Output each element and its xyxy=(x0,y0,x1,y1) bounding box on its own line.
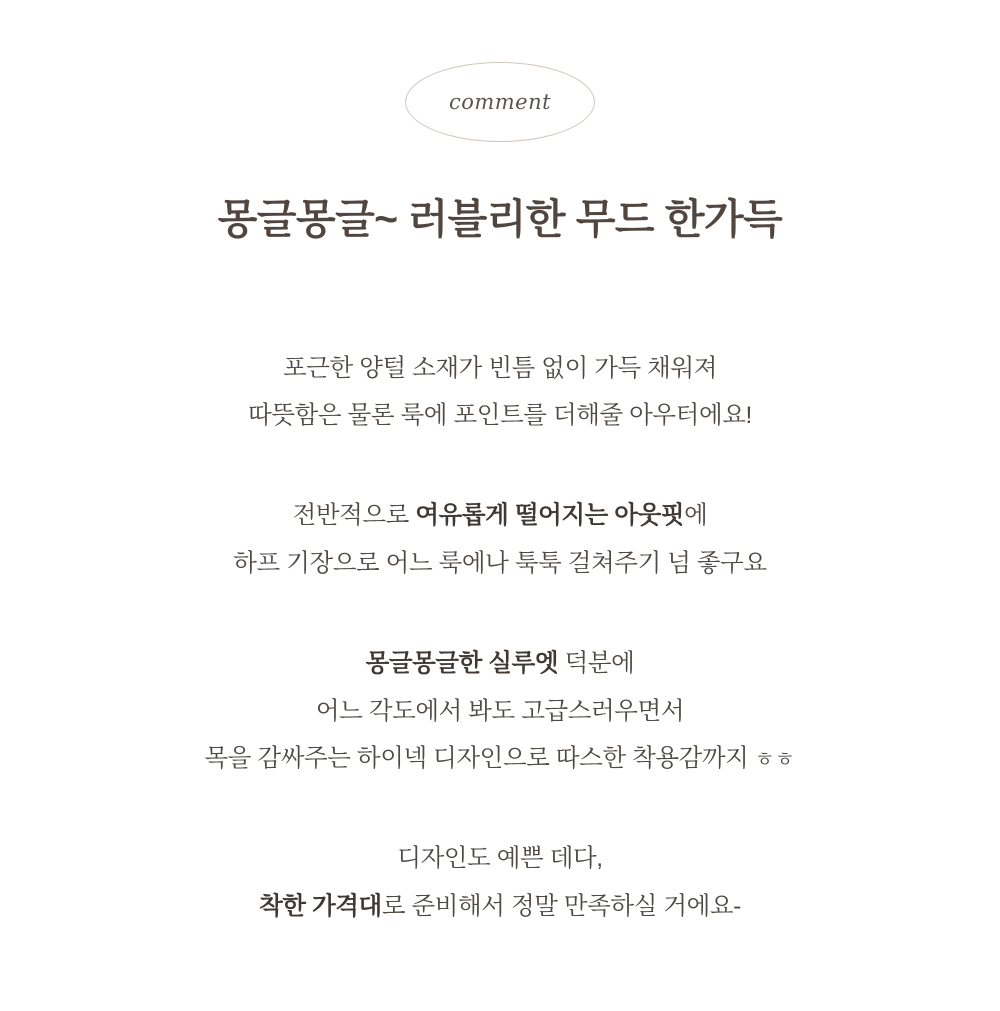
text-run: 로 준비해서 정말 만족하실 거에요- xyxy=(381,892,741,920)
paragraph-3 xyxy=(0,640,1000,783)
comment-badge-wrapper xyxy=(405,62,595,142)
emphasis-text: 몽글몽글한 실루엣 xyxy=(365,649,559,677)
paragraph-line xyxy=(0,688,1000,736)
text-run: 따뜻함은 물론 룩에 포인트를 더해줄 아우터에요! xyxy=(248,402,752,430)
text-run: 덕분에 xyxy=(558,649,635,677)
comment-body xyxy=(0,345,1000,931)
text-run: 에 xyxy=(684,502,708,530)
paragraph-line xyxy=(0,540,1000,588)
text-run: 포근한 양털 소재가 빈틈 없이 가득 채워져 xyxy=(283,354,717,382)
text-run: 전반적으로 xyxy=(292,502,416,530)
text-run: ㅎㅎ xyxy=(754,749,796,772)
paragraph-4 xyxy=(0,835,1000,931)
paragraph-2 xyxy=(0,492,1000,588)
oval-outline-icon xyxy=(405,62,595,142)
text-run: 목을 감싸주는 하이넥 디자인으로 따스한 착용감까지 xyxy=(204,745,755,773)
paragraph-line xyxy=(0,345,1000,393)
emphasis-text: 여유롭게 떨어지는 아웃핏 xyxy=(415,502,685,530)
text-run: 하프 기장으로 어느 룩에나 툭툭 걸쳐주기 넘 좋구요 xyxy=(233,550,767,578)
paragraph-line xyxy=(0,640,1000,688)
text-run: 어느 각도에서 봐도 고급스러우면서 xyxy=(315,697,685,725)
paragraph-line xyxy=(0,392,1000,440)
paragraph-line xyxy=(0,835,1000,883)
paragraph-1 xyxy=(0,345,1000,441)
page-title: 몽글몽글~ 러블리한 무드 한가득 xyxy=(217,196,783,242)
emphasis-text: 착한 가격대 xyxy=(259,892,382,920)
paragraph-line xyxy=(0,735,1000,783)
comment-badge-label: comment xyxy=(448,90,552,114)
paragraph-line xyxy=(0,883,1000,931)
paragraph-line xyxy=(0,492,1000,540)
text-run: 디자인도 예쁜 데다, xyxy=(397,845,603,873)
